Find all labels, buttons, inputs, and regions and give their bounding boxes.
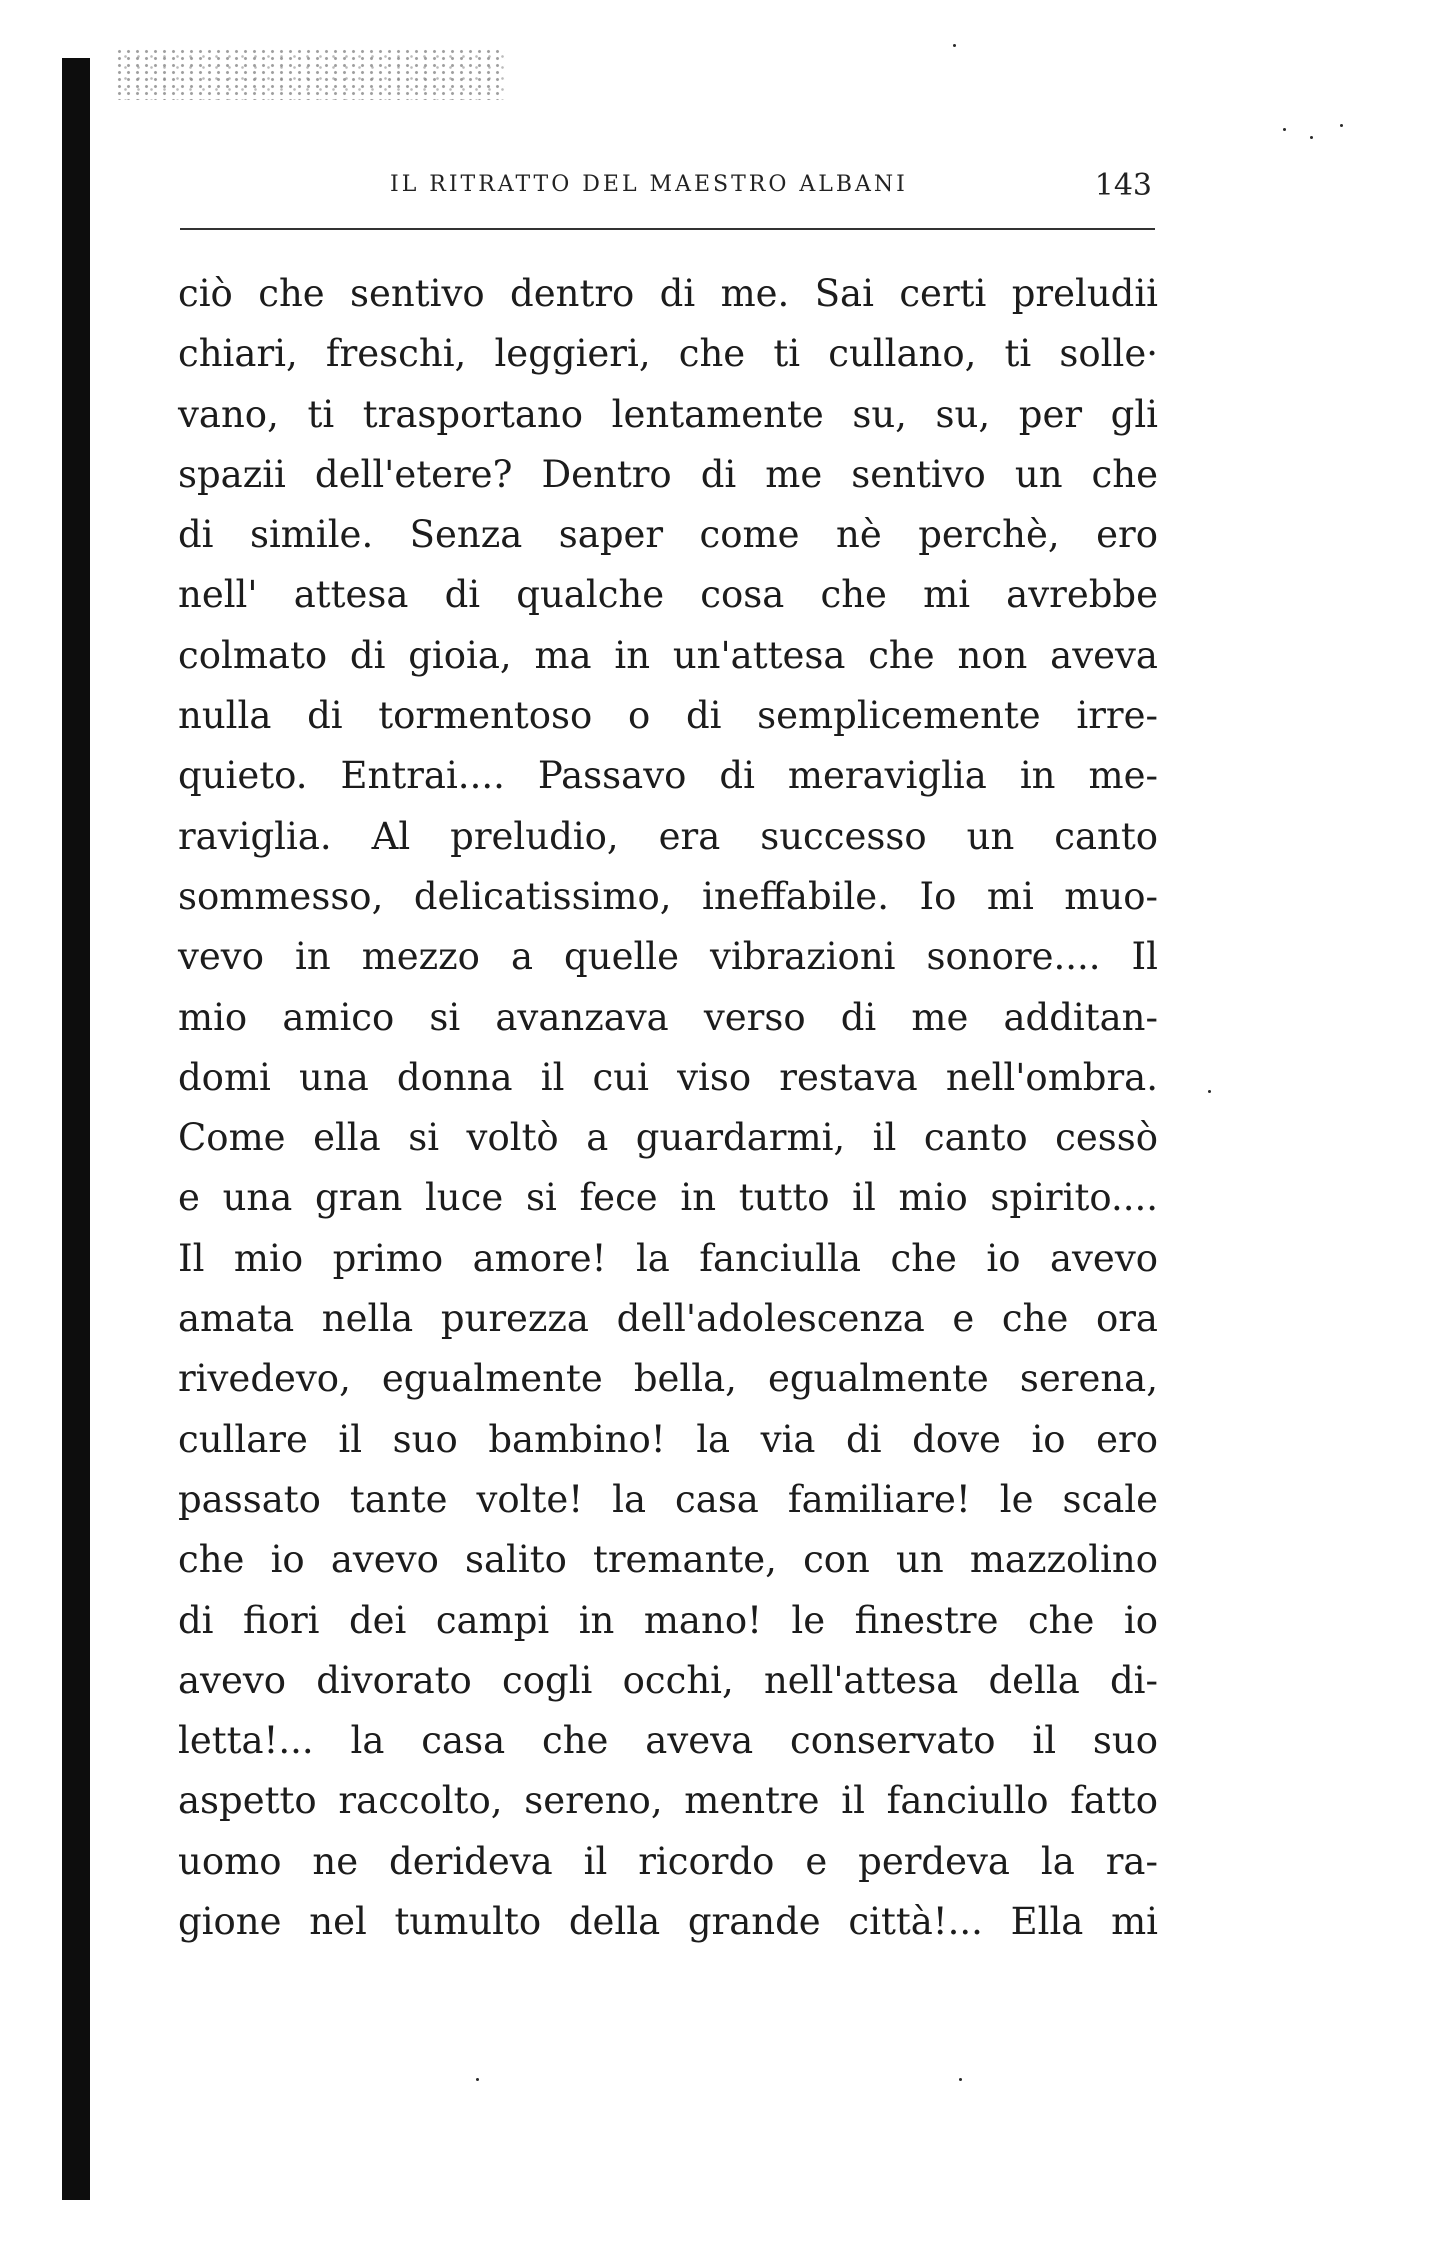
text-line: vano, ti trasportano lentamente su, su, per gli — [178, 392, 1158, 436]
text-line: raviglia. Al preludio, era successo un canto — [178, 814, 1158, 858]
text-line: uomo ne derideva il ricordo e perdeva la ra- — [178, 1839, 1158, 1883]
text-line: vevo in mezzo a quelle vibrazioni sonore.... Il — [178, 935, 1158, 979]
scan-speck — [1310, 136, 1313, 139]
text-line: Il mio primo amore! la fanciulla che io avevo — [178, 1236, 1158, 1280]
running-head — [180, 168, 1160, 212]
scan-speck — [959, 2078, 962, 2081]
running-title: IL RITRATTO DEL MAESTRO ALBANI — [390, 172, 908, 197]
scan-smudge-mark — [115, 48, 505, 100]
scan-speck — [953, 44, 956, 47]
text-line: e una gran luce si fece in tutto il mio spirito.... — [178, 1176, 1158, 1220]
text-line: domi una donna il cui viso restava nell'ombra. — [178, 1055, 1158, 1099]
text-line: rivedevo, egualmente bella, egualmente serena, — [178, 1357, 1158, 1401]
scan-speck — [476, 2078, 479, 2081]
text-line: letta!... la casa che aveva conservato il suo — [178, 1719, 1158, 1763]
text-line: nell' attesa di qualche cosa che mi avrebbe — [178, 573, 1158, 617]
text-line: passato tante volte! la casa familiare! le scale — [178, 1477, 1158, 1521]
text-line: sommesso, delicatissimo, ineffabile. Io mi muo- — [178, 874, 1158, 918]
text-line: amata nella purezza dell'adolescenza e che ora — [178, 1297, 1158, 1341]
text-line: Come ella si voltò a guardarmi, il canto cessò — [178, 1116, 1158, 1160]
text-line: spazii dell'etere? Dentro di me sentivo un che — [178, 452, 1158, 496]
text-line: cullare il suo bambino! la via di dove io ero — [178, 1417, 1158, 1461]
body-text — [178, 264, 1158, 1952]
header-rule — [180, 228, 1155, 230]
text-line: quieto. Entrai.... Passavo di meraviglia in me- — [178, 754, 1158, 798]
page-number: 143 — [1094, 168, 1152, 203]
text-line: colmato di gioia, ma in un'attesa che non aveva — [178, 633, 1158, 677]
text-line: aspetto raccolto, sereno, mentre il fanciullo fatto — [178, 1779, 1158, 1823]
scan-speck — [1283, 128, 1286, 131]
text-line: ciò che sentivo dentro di me. Sai certi preludii — [178, 272, 1158, 315]
scan-speck — [1340, 124, 1343, 127]
text-line: di fiori dei campi in mano! le finestre che io — [178, 1598, 1158, 1642]
scan-speck — [1208, 1090, 1211, 1093]
text-line: di simile. Senza saper come nè perchè, ero — [178, 513, 1158, 557]
page-binding-edge — [62, 58, 90, 2200]
text-line: avevo divorato cogli occhi, nell'attesa della di- — [178, 1658, 1158, 1702]
text-line: mio amico si avanzava verso di me additan- — [178, 995, 1158, 1039]
text-line: che io avevo salito tremante, con un mazzolino — [178, 1538, 1158, 1582]
text-line: chiari, freschi, leggieri, che ti cullano, ti solle· — [178, 332, 1158, 376]
text-line: nulla di tormentoso o di semplicemente irre- — [178, 694, 1158, 738]
text-line: gione nel tumulto della grande città!... Ella mi — [178, 1900, 1158, 1944]
